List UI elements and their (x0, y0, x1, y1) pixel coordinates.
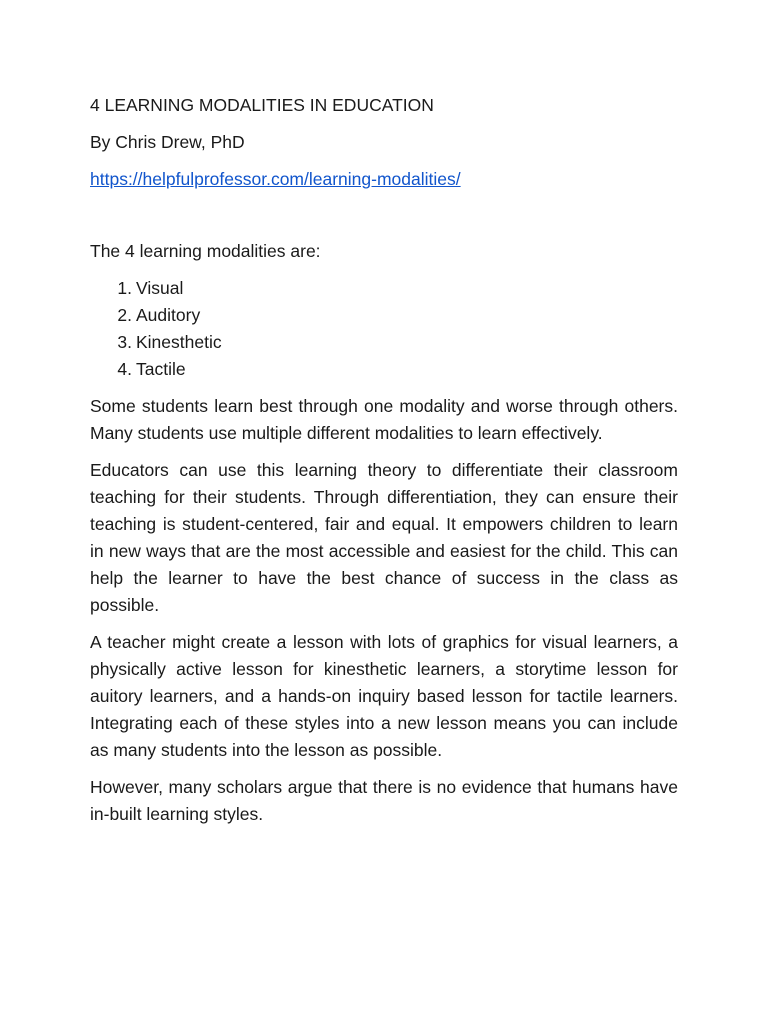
list-item (90, 302, 678, 329)
list-item-label: Tactile (136, 359, 186, 379)
body-paragraph: A teacher might create a lesson with lots of graphics for visual learners, a physically active lesson for kinesthetic learners, a storytime lesson for auitory learners, and a hands-on inquiry based lesson for tactile learners. Integrating each of these styles into a new lesson means you can include as many students into the lesson as possible. (90, 632, 678, 760)
modalities-list (90, 275, 678, 383)
list-item (90, 329, 678, 356)
list-item (90, 356, 678, 383)
list-number: 2. (117, 305, 132, 325)
list-number: 1. (117, 278, 132, 298)
body-paragraph: Some students learn best through one modality and worse through others. Many students use multiple different modalities to learn effectively. (90, 396, 678, 443)
source-link[interactable]: https://helpfulprofessor.com/learning-modalities/ (90, 169, 461, 189)
list-item (90, 275, 678, 302)
body-paragraph: However, many scholars argue that there is no evidence that humans have in-built learning styles. (90, 777, 678, 824)
document-title: 4 LEARNING MODALITIES IN EDUCATION (90, 95, 434, 115)
body-paragraph: Educators can use this learning theory to differentiate their classroom teaching for their students. Through differentiation, they can ensure their teaching is student-centered, fair and equal. It empowers children to learn in new ways that are the most accessible and easiest for the child. This can help the learner to have the best chance of success in the class as possible. (90, 460, 678, 615)
list-item-label: Visual (136, 278, 184, 298)
document-page (90, 92, 678, 838)
intro-text: The 4 learning modalities are: (90, 241, 321, 261)
author-byline: By Chris Drew, PhD (90, 132, 245, 152)
list-number: 3. (117, 332, 132, 352)
list-item-label: Auditory (136, 305, 201, 325)
list-number: 4. (117, 359, 132, 379)
blank-line (90, 193, 678, 238)
list-item-label: Kinesthetic (136, 332, 222, 352)
